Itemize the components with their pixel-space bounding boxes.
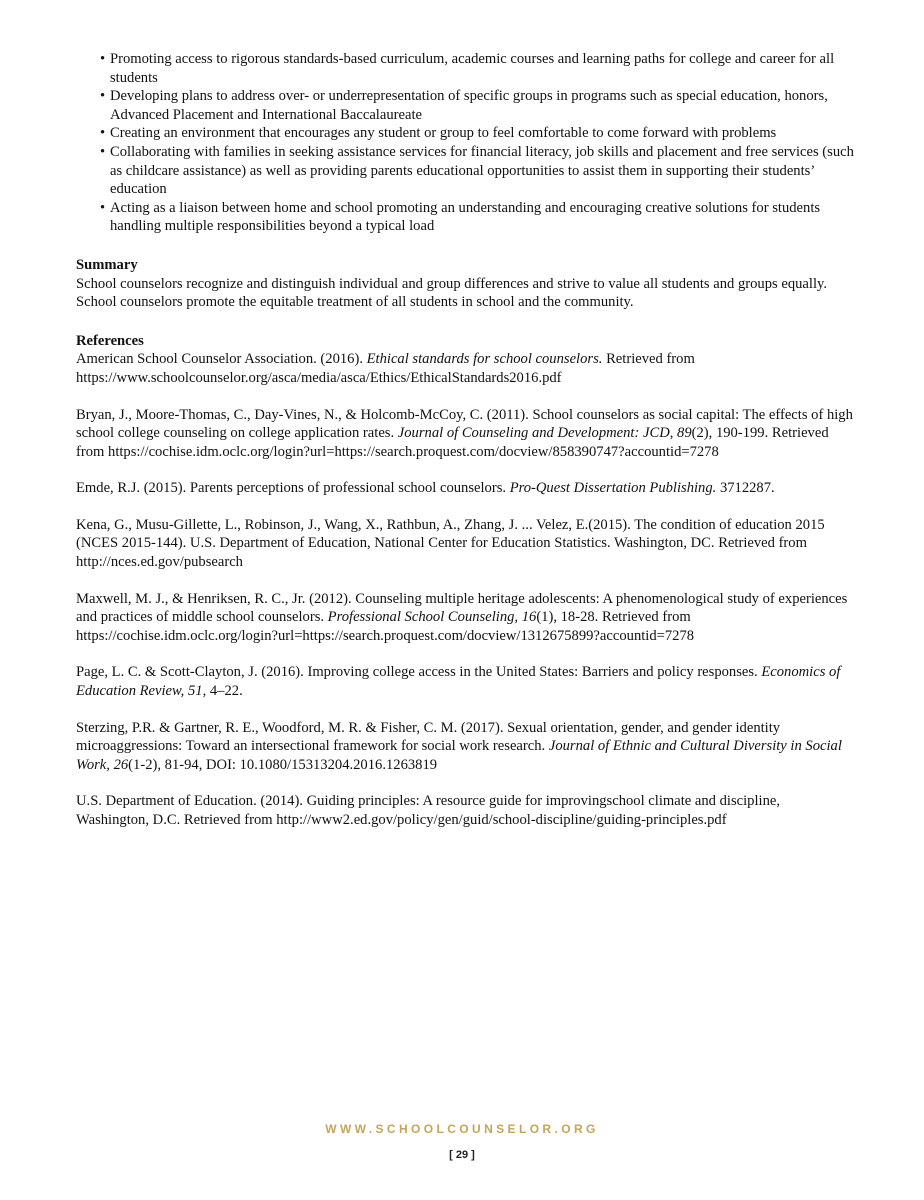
bullet-text: Creating an environment that encourages any student or group to feel comfortable to come forward with problems xyxy=(110,125,777,142)
reference-source-title: Journal of Ethnic and Cultural Diversity in Social Work, 26 xyxy=(76,738,842,773)
bullet-text: Acting as a liaison between home and school promoting an understanding and encouraging creative solutions for students handling multiple responsibilities beyond a typical load xyxy=(110,199,821,235)
page-number: [ 29 ] xyxy=(449,1149,475,1161)
bullet-item xyxy=(76,124,856,143)
bullet-icon: • xyxy=(100,143,106,160)
reference-source-title: Pro-Quest Dissertation Publishing. xyxy=(509,480,717,497)
reference-source-title: Journal of Counseling and Development: JCD, 89 xyxy=(397,425,692,442)
reference-source-title: Ethical standards for school counselors. xyxy=(366,351,603,368)
bullet-icon: • xyxy=(100,199,106,216)
reference-entry xyxy=(76,663,856,700)
reference-text: Sterzing, P.R. & Gartner, R. E., Woodford, M. R. & Fisher, C. M. (2017). Sexual orientation, gender, and gender identity microaggressions: Toward an intersectional framework for social work research. xyxy=(76,719,781,755)
reference-details: (1-2), 81-94, DOI: 10.1080/15313204.2016.1263819 xyxy=(128,756,438,773)
page-content xyxy=(76,50,856,830)
reference-details: (1), 18-28. Retrieved from https://cochise.idm.oclc.org/login?url=https://search.proquest.com/docview/1312675899?accountid=7278 xyxy=(76,609,695,644)
reference-text: Kena, G., Musu-Gillette, L., Robinson, J., Wang, X., Rathbun, A., Zhang, J. ... Velez, E.(2015). The condition of education 2015 (NCES 2015-144). U.S. Department of Education, National Center for Education Statistics. Washington, DC. Retrieved from http://nces.ed.gov/pubsearch xyxy=(76,516,825,571)
reference-details: , 4–22. xyxy=(202,683,243,700)
reference-details: Retrieved from https://www.schoolcounselor.org/asca/media/asca/Ethics/EthicalStandards2016.pdf xyxy=(76,351,695,386)
bullet-item xyxy=(76,199,856,236)
references-section xyxy=(76,332,856,830)
bullet-icon: • xyxy=(100,125,106,142)
reference-text: Page, L. C. & Scott-Clayton, J. (2016). Improving college access in the United States: Barriers and policy responses. xyxy=(76,664,762,681)
reference-entry xyxy=(76,792,856,829)
reference-source-title: Economics of Education Review, 51 xyxy=(76,664,841,700)
reference-entry xyxy=(76,516,856,572)
summary-heading: Summary xyxy=(76,256,138,273)
references-heading: References xyxy=(76,332,144,349)
bullet-icon: • xyxy=(100,88,106,105)
reference-text: American School Counselor Association. (2016). xyxy=(76,351,367,368)
reference-text: Maxwell, M. J., & Henriksen, R. C., Jr. (2012). Counseling multiple heritage adolescents: A phenomenological study of experiences and practices of middle school counselors. xyxy=(76,590,848,626)
reference-text: Bryan, J., Moore-Thomas, C., Day-Vines, N., & Holcomb-McCoy, C. (2011). School counselors as social capital: The effects of high school college counseling on college application rates. xyxy=(76,406,853,442)
bullet-list xyxy=(76,50,856,236)
reference-source-title: Professional School Counseling, 16 xyxy=(327,609,537,626)
summary-section xyxy=(76,256,856,312)
bullet-text: Developing plans to address over- or underrepresentation of specific groups in programs such as special education, honors, Advanced Placement and International Baccalaureate xyxy=(110,88,828,123)
reference-entry xyxy=(76,719,856,775)
reference-details: (2), 190-199. Retrieved from https://cochise.idm.oclc.org/login?url=https://search.proquest.com/docview/858390747?accountid=7278 xyxy=(76,425,829,460)
reference-entry xyxy=(76,350,856,387)
bullet-text: Promoting access to rigorous standards-based curriculum, academic courses and learning paths for college and career for all students xyxy=(110,51,835,86)
bullet-item xyxy=(76,87,856,124)
bullet-item xyxy=(76,50,856,87)
reference-entry xyxy=(76,479,856,498)
bullet-icon: • xyxy=(100,51,106,67)
reference-entry xyxy=(76,406,856,462)
bullet-text: Collaborating with families in seeking assistance services for financial literacy, job skills and placement and free services (such as childcare assistance) as well as providing parents educational opportunities to assist them in supporting their students’ education xyxy=(110,143,854,198)
footer-website-url: WWW.SCHOOLCOUNSELOR.ORG xyxy=(325,1122,599,1136)
reference-entry xyxy=(76,590,856,646)
summary-text: School counselors recognize and distinguish individual and group differences and strive to value all students and groups equally. School counselors promote the equitable treatment of all students in school and the community. xyxy=(76,275,828,311)
reference-text: U.S. Department of Education. (2014). Guiding principles: A resource guide for improvingschool climate and discipline, Washington, D.C. Retrieved from http://www2.ed.gov/policy/gen/guid/school-discipline/guiding-principles.pdf xyxy=(76,793,780,828)
bullet-item xyxy=(76,143,856,199)
reference-text: Emde, R.J. (2015). Parents perceptions of professional school counselors. xyxy=(76,480,510,497)
reference-details: 3712287. xyxy=(716,480,775,497)
